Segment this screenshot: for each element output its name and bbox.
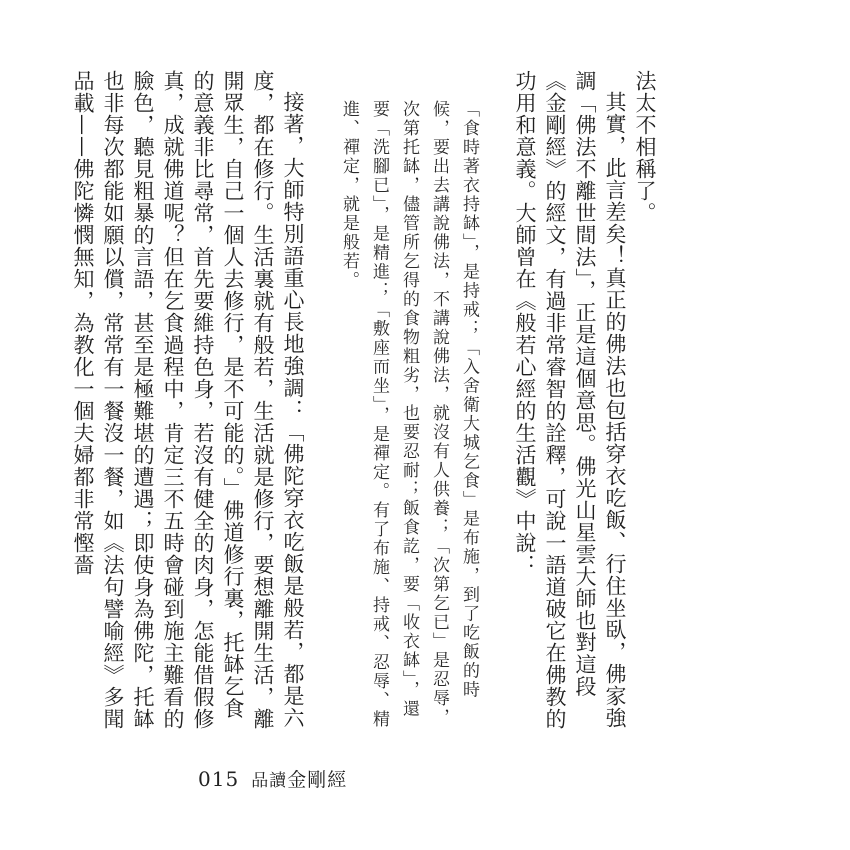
vertical-body-text (68, 70, 660, 730)
page-footer (198, 765, 347, 792)
paragraph-1: 法太不相稱了。 (633, 70, 657, 224)
running-title-name: 金剛經 (287, 769, 348, 791)
paragraph-2: 其實，此言差矣！真正的佛法也包括穿衣吃飯、行住坐臥，佛家強調「佛法不離世間法」，正是這個意思。佛光山星雲大師也對這段《金剛經》的經文，有過非常睿智的詮釋，可說一語道破它在佛教的功用和意義。大師曾在《般若心經的生活觀》中說： (513, 70, 627, 730)
quoted-passage: 「食時著衣持缽」，是持戒；「入舍衛大城乞食」是布施，到了吃飯的時候，要出去講說佛法，不講說佛法，就沒有人供養；「次第乞已」是忍辱，次第托缽，儘管所乞得的食物粗劣，也要忍耐；飯食訖，要「收衣缽」，還要「洗腳已」，是精進；「敷座而坐」，是禪定。有了布施、持戒、忍辱、精進、禪定，就是般若。 (339, 100, 479, 729)
running-title (251, 765, 347, 792)
page-number: 015 (198, 767, 240, 791)
paragraph-3: 接著，大師特別語重心長地強調：「佛陀穿衣吃飯是般若，都是六度，都在修行。生活裏就有般若，生活就是修行，要想離開生活，離開眾生，自己一個人去修行，是不可能的。」佛道修行裏，托缽乞食的意義非比尋常，首先要維持色身，若沒有健全的肉身，怎能借假修真，成就佛道呢？但在乞食過程中，肯定三不五時會碰到施主難看的臉色，聽見粗暴的言語，甚至是極難堪的遭遇；即使身為佛陀，托缽也非每次都能如願以償，常常有一餐沒一餐，如《法句譬喻經》多聞品載——佛陀憐憫無知，為教化一個夫婦都非常慳嗇 (71, 70, 305, 730)
running-title-prefix: 品讀 (251, 771, 288, 791)
